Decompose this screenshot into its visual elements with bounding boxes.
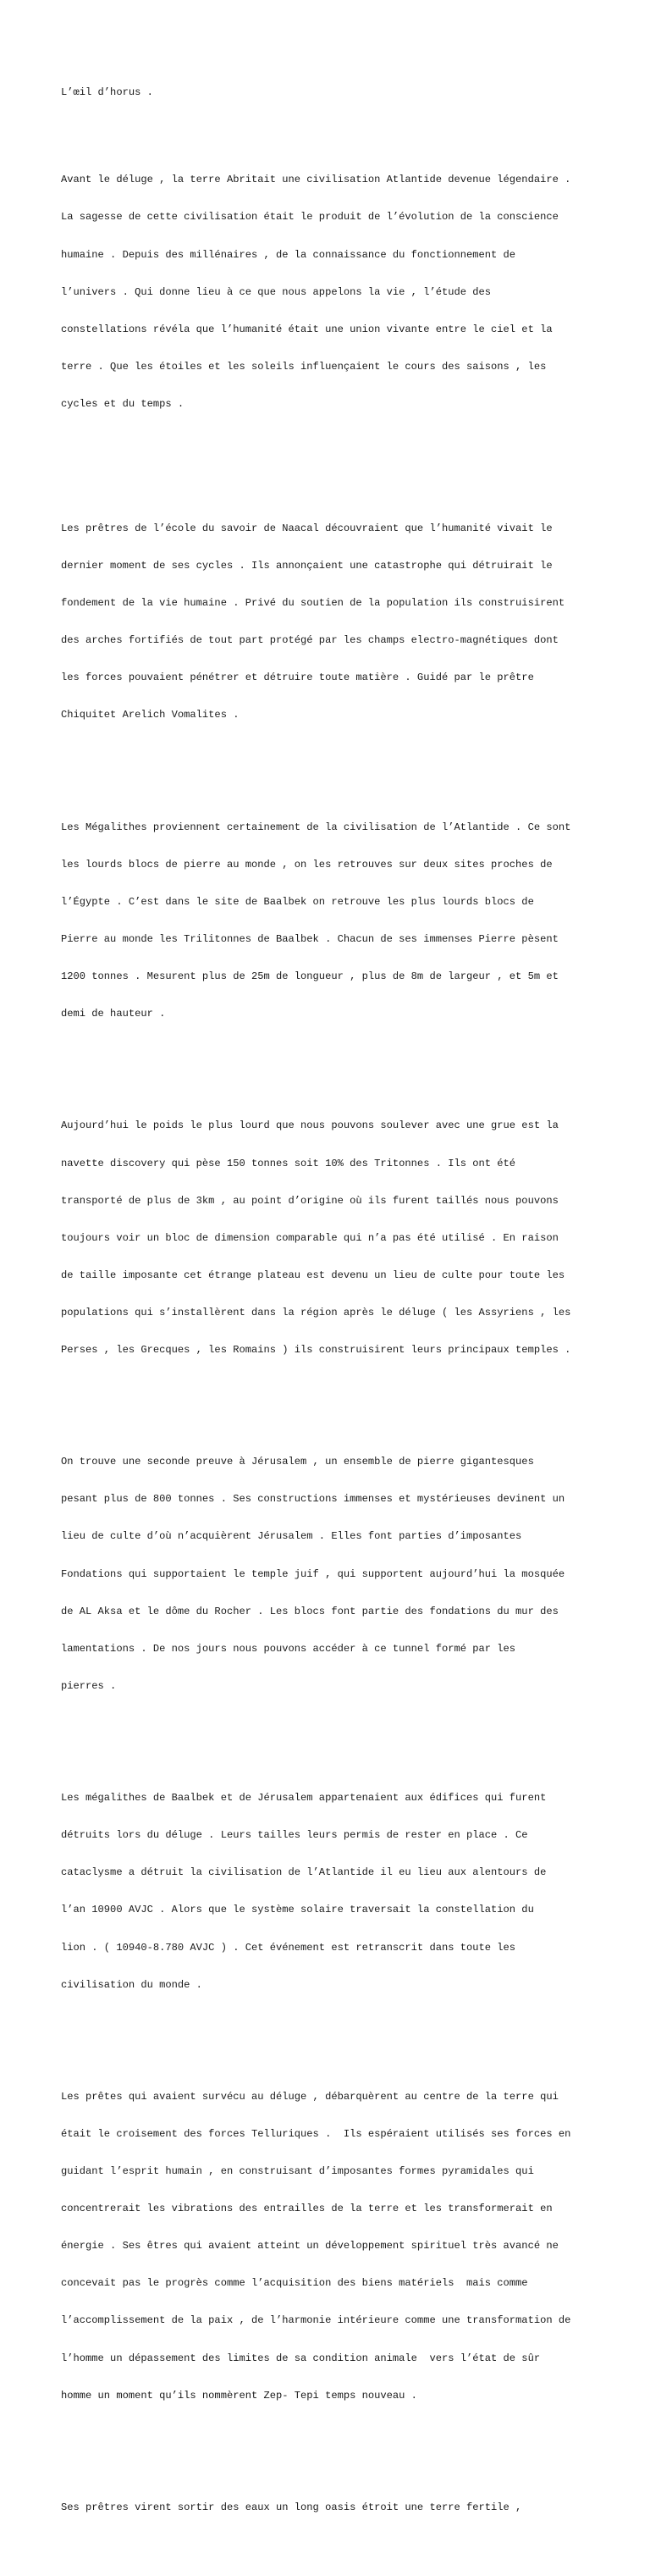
text-line: Les mégalithes de Baalbek et de Jérusalem appartenaient aux édifices qui furent (61, 1792, 547, 1805)
text-line: Les prêtres de l’école du savoir de Naacal découvraient que l’humanité vivait le (61, 522, 553, 534)
text-line: 1200 tonnes . Mesurent plus de 25m de longueur , plus de 8m de largeur , et 5m et (61, 970, 559, 983)
text-line: l’univers . Qui donne lieu à ce que nous appelons la vie , l’étude des (61, 285, 492, 298)
text-line: Pierre au monde les Trilitonnes de Baalbek . Chacun de ses immenses Pierre pèsent (61, 932, 559, 945)
text-line: l’accomplissement de la paix , de l’harmonie intérieure comme une transformation de (61, 2314, 571, 2327)
paragraph-5 (61, 1431, 603, 1717)
text-line: cycles et du temps . (61, 397, 185, 410)
text-line: les lourds blocs de pierre au monde , on les retrouves sur deux sites proches de (61, 858, 553, 871)
text-line: humaine . Depuis des millénaires , de la connaissance du fonctionnement de (61, 248, 516, 261)
text-line: cataclysme a détruit la civilisation de l’Atlantide il eu lieu aux alentours de (61, 1866, 547, 1879)
paragraph-3 (61, 796, 603, 1045)
paragraph-1 (61, 149, 603, 435)
text-line: guidant l’esprit humain , en construisant d’imposantes formes pyramidales qui (61, 2165, 534, 2178)
text-line: de taille imposante cet étrange plateau est devenu un lieu de culte pour toute les (61, 1269, 565, 1281)
text-line: détruits lors du déluge . Leurs tailles leurs permis de rester en place . Ce (61, 1829, 528, 1842)
text-line: concentrerait les vibrations des entrailles de la terre et les transformerait en (61, 2203, 553, 2215)
text-line: l’Égypte . C’est dans le site de Baalbek on retrouve les plus lourds blocs de (61, 895, 534, 908)
text-line: Les prêtes qui avaient survécu au déluge , débarquèrent au centre de la terre qui (61, 2090, 559, 2103)
text-line: lion . ( 10940-8.780 AVJC ) . Cet événement est retranscrit dans toute les (61, 1941, 516, 1954)
paragraph-2 (61, 497, 603, 746)
text-line: l’an 10900 AVJC . Alors que le système solaire traversait la constellation du (61, 1904, 534, 1916)
text-line: constellations révéla que l’humanité était une union vivante entre le ciel et la (61, 323, 553, 335)
text-line: énergie . Ses êtres qui avaient atteint un développement spirituel très avancé ne (61, 2240, 559, 2253)
text-line: transporté de plus de 3km , au point d’origine où ils furent taillés nous pouvons (61, 1194, 559, 1207)
text-line: les forces pouvaient pénétrer et détruire toute matière . Guidé par le prêtre (61, 672, 534, 684)
document-title: L’œil d’horus . (61, 86, 153, 99)
text-line: navette discovery qui pèse 150 tonnes soit 10% des Tritonnes . Ils ont été (61, 1157, 516, 1169)
text-line: Aujourd’hui le poids le plus lourd que nous pouvons soulever avec une grue est la (61, 1119, 559, 1132)
text-line: lieu de culte d’où n’acquièrent Jérusalem . Elles font parties d’imposantes (61, 1530, 522, 1543)
paragraph-6 (61, 1767, 603, 2016)
text-line: Chiquitet Arelich Vomalites . (61, 709, 240, 721)
paragraph-7 (61, 2065, 603, 2426)
text-line: de AL Aksa et le dôme du Rocher . Les blocs font partie des fondations du mur des (61, 1605, 559, 1617)
text-line: concevait pas le progrès comme l’acquisition des biens matériels mais comme (61, 2277, 528, 2290)
paragraph-8 (61, 2477, 603, 2540)
text-line: homme un moment qu’ils nommèrent Zep- Tepi temps nouveau . (61, 2389, 417, 2402)
text-line: Perses , les Grecques , les Romains ) ils construisirent leurs principaux temples . (61, 1343, 571, 1356)
text-line: lamentations . De nos jours nous pouvons accéder à ce tunnel formé par les (61, 1642, 516, 1655)
text-line: La sagesse de cette civilisation était le produit de l’évolution de la conscience (61, 211, 559, 224)
text-line: était le croisement des forces Telluriques . Ils espéraient utilisés ses forces en (61, 2127, 571, 2140)
document-body (61, 62, 603, 2576)
text-line: populations qui s’installèrent dans la région après le déluge ( les Assyriens , les (61, 1306, 571, 1318)
text-line: demi de hauteur . (61, 1008, 166, 1020)
text-line: Les Mégalithes proviennent certainement de la civilisation de l’Atlantide . Ce sont (61, 821, 571, 833)
text-line: On trouve une seconde preuve à Jérusalem , un ensemble de pierre gigantesques (61, 1456, 534, 1468)
text-line: l’homme un dépassement des limites de sa condition animale vers l’état de sûr (61, 2352, 541, 2364)
text-line: toujours voir un bloc de dimension comparable qui n’a pas été utilisé . En raison (61, 1231, 559, 1244)
text-line: civilisation du monde . (61, 1978, 202, 1991)
text-line: Fondations qui supportaient le temple juif , qui supportent aujourd’hui la mosquée (61, 1567, 565, 1580)
text-line: Avant le déluge , la terre Abritait une civilisation Atlantide devenue légendaire . (61, 174, 571, 186)
text-line: terre . Que les étoiles et les soleils influençaient le cours des saisons , les (61, 360, 547, 373)
paragraph-4 (61, 1095, 603, 1381)
text-line: dernier moment de ses cycles . Ils annonçaient une catastrophe qui détruirait le (61, 559, 553, 572)
text-line: des arches fortifiés de tout part protégé par les champs electro-magnétiques dont (61, 634, 559, 647)
text-line: pierres . (61, 1679, 117, 1692)
text-line: pesant plus de 800 tonnes . Ses constructions immenses et mystérieuses devinent un (61, 1493, 565, 1506)
text-line: fondement de la vie humaine . Privé du soutien de la population ils construisirent (61, 597, 565, 610)
text-line: Ses prêtres virent sortir des eaux un long oasis étroit une terre fertile , (61, 2501, 522, 2513)
